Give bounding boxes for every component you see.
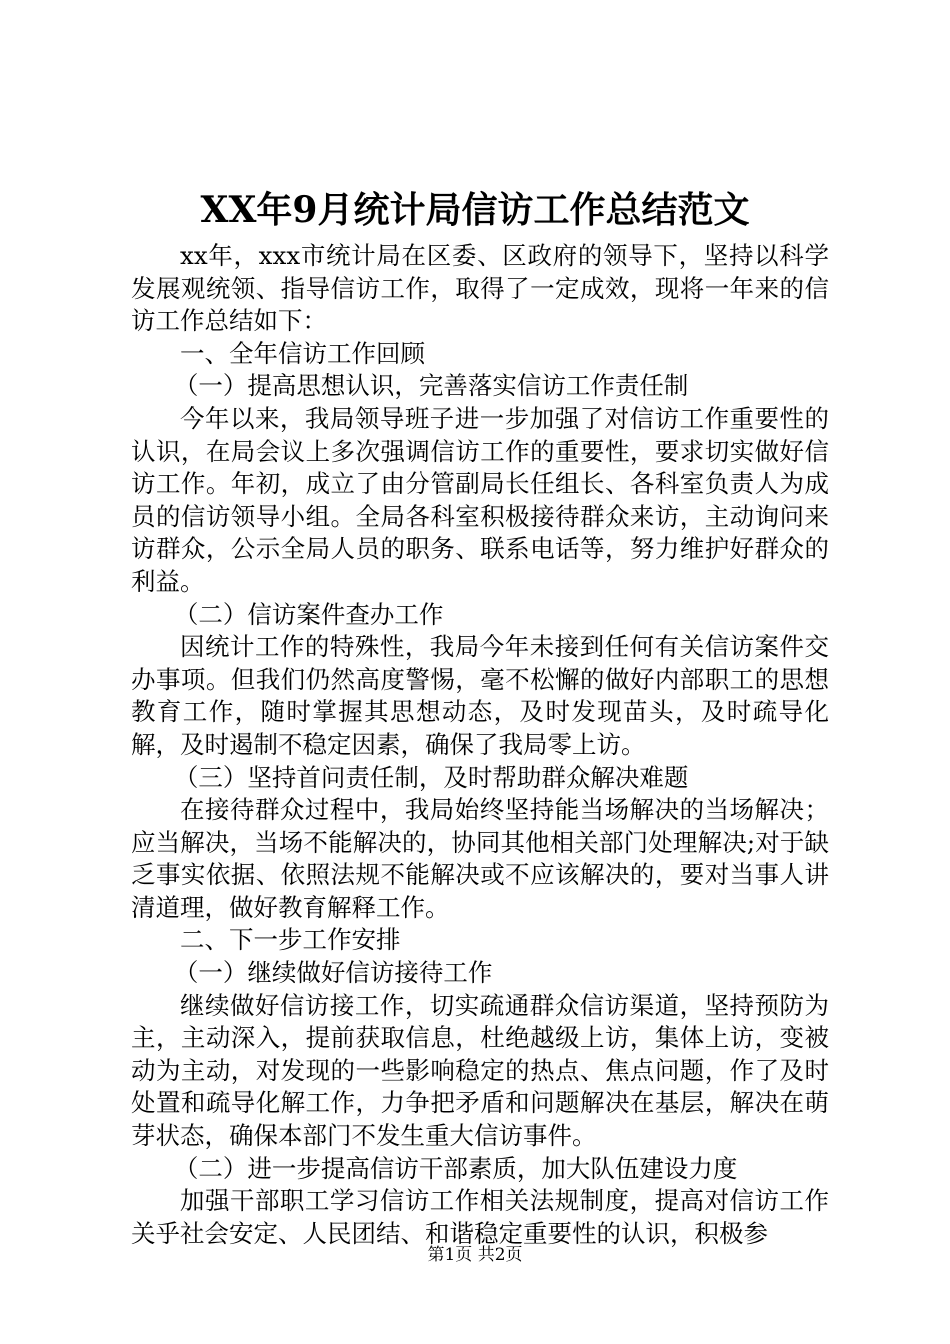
subheading-1-3: （三）坚持首问责任制，及时帮助群众解决难题	[173, 762, 689, 792]
subheading-1-2: （二）信访案件查办工作	[173, 599, 444, 629]
paragraph-1-2: 因统计工作的特殊性，我局今年未接到任何有关信访案件交办事项。但我们仍然高度警惕，毫不松懈的做好内部职工的思想教育工作，随时掌握其思想动态，及时发现苗头，及时疏导化解，及时遏制不稳定因素，确保了我局零上访。	[131, 632, 829, 759]
document-body	[131, 240, 829, 1250]
section-heading-1: 一、全年信访工作回顾	[180, 338, 425, 368]
page-number-footer: 第1页 共2页	[427, 1245, 523, 1265]
document-title: XX年9月统计局信访工作总结范文	[200, 189, 750, 231]
paragraph-1-3: 在接待群众过程中，我局始终坚持能当场解决的当场解决；应当解决，当场不能解决的，协同其他相关部门处理解决;对于缺乏事实依据、依照法规不能解决或不应该解决的，要对当事人讲清道理，做好教育解释工作。	[131, 795, 829, 922]
section-heading-2: 二、下一步工作安排	[180, 925, 401, 955]
paragraph-intro: xx年，xxx市统计局在区委、区政府的领导下，坚持以科学发展观统领、指导信访工作，取得了一定成效，现将一年来的信访工作总结如下：	[131, 241, 829, 336]
paragraph-1-1: 今年以来，我局领导班子进一步加强了对信访工作重要性的认识，在局会议上多次强调信访工作的重要性，要求切实做好信访工作。年初，成立了由分管副局长任组长、各科室负责人为成员的信访领导小组。全局各科室积极接待群众来访，主动询问来访群众，公示全局人员的职务、联系电话等，努力维护好群众的利益。	[131, 403, 829, 596]
paragraph-2-1: 继续做好信访接工作，切实疏通群众信访渠道，坚持预防为主，主动深入，提前获取信息，杜绝越级上访，集体上访，变被动为主动，对发现的一些影响稳定的热点、焦点问题，作了及时处置和疏导化解工作，力争把矛盾和问题解决在基层，解决在萌芽状态，确保本部门不发生重大信访事件。	[131, 990, 829, 1151]
subheading-2-2: （二）进一步提高信访干部素质，加大队伍建设力度	[173, 1153, 738, 1183]
subheading-1-1: （一）提高思想认识，完善落实信访工作责任制	[173, 371, 689, 401]
paragraph-2-2: 加强干部职工学习信访工作相关法规制度，提高对信访工作关乎社会安定、人民团结、和谐稳定重要性的认识，积极参	[131, 1186, 829, 1248]
subheading-2-1: （一）继续做好信访接待工作	[173, 958, 493, 988]
